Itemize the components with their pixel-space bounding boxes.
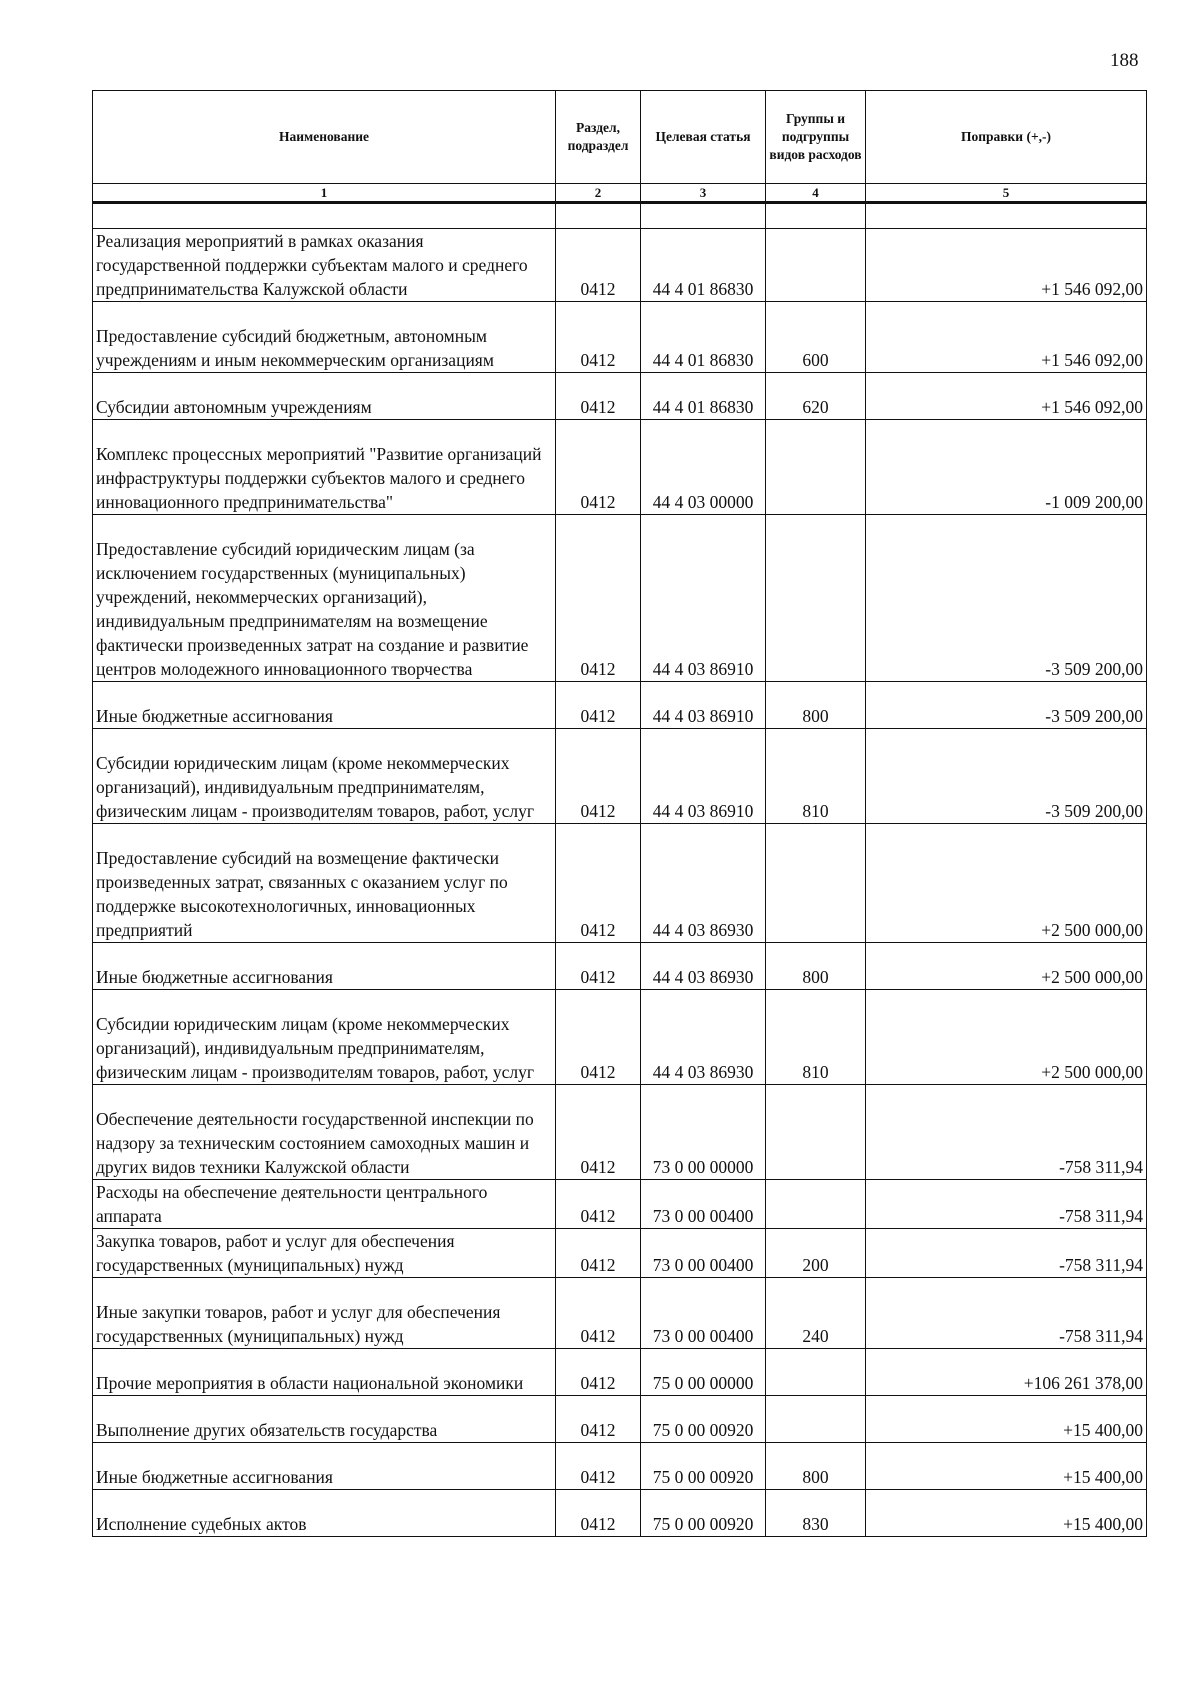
row-amount: +1 546 092,00 [866, 229, 1147, 302]
budget-table [92, 90, 1147, 1537]
table-row [93, 824, 1147, 943]
table-row [93, 1396, 1147, 1443]
row-target-code: 75 0 00 00920 [641, 1443, 766, 1490]
row-target-code: 73 0 00 00400 [641, 1278, 766, 1349]
row-section: 0412 [556, 682, 641, 729]
row-name: Иные бюджетные ассигнования [93, 1443, 556, 1490]
row-name: Исполнение судебных актов [93, 1490, 556, 1537]
column-number: 1 [93, 184, 556, 203]
table-row [93, 990, 1147, 1085]
row-section: 0412 [556, 943, 641, 990]
row-section: 0412 [556, 515, 641, 682]
table-header [93, 91, 1147, 203]
table-row [93, 302, 1147, 373]
row-target-code: 44 4 03 86910 [641, 682, 766, 729]
row-target-code: 75 0 00 00000 [641, 1349, 766, 1396]
row-target-code: 44 4 03 00000 [641, 420, 766, 515]
row-name: Расходы на обеспечение деятельности центрального аппарата [93, 1180, 556, 1229]
row-target-code: 44 4 03 86930 [641, 990, 766, 1085]
row-amount: -1 009 200,00 [866, 420, 1147, 515]
table-row [93, 1349, 1147, 1396]
row-section: 0412 [556, 1278, 641, 1349]
header-amendment: Поправки (+,-) [866, 91, 1147, 184]
row-section: 0412 [556, 373, 641, 420]
row-section: 0412 [556, 1349, 641, 1396]
table-row [93, 1180, 1147, 1229]
row-amount: -758 311,94 [866, 1278, 1147, 1349]
row-name: Реализация мероприятий в рамках оказания государственной поддержки субъектам малого и среднего предпринимательства Калужской области [93, 229, 556, 302]
row-expense-group: 240 [766, 1278, 866, 1349]
row-target-code: 75 0 00 00920 [641, 1396, 766, 1443]
row-amount: -758 311,94 [866, 1229, 1147, 1278]
row-name: Иные бюджетные ассигнования [93, 682, 556, 729]
row-section: 0412 [556, 1443, 641, 1490]
row-expense-group: 620 [766, 373, 866, 420]
row-name: Субсидии юридическим лицам (кроме некоммерческих организаций), индивидуальным предпринимателям, физическим лицам - производителям товаров, работ, услуг [93, 990, 556, 1085]
table-row [93, 729, 1147, 824]
row-amount: -3 509 200,00 [866, 729, 1147, 824]
row-name: Иные закупки товаров, работ и услуг для обеспечения государственных (муниципальных) нужд [93, 1278, 556, 1349]
header-target-code: Целевая статья [641, 91, 766, 184]
row-expense-group [766, 229, 866, 302]
column-number: 4 [766, 184, 866, 203]
row-expense-group: 800 [766, 1443, 866, 1490]
row-amount: +15 400,00 [866, 1443, 1147, 1490]
row-name: Иные бюджетные ассигнования [93, 943, 556, 990]
row-expense-group: 800 [766, 682, 866, 729]
row-amount: +2 500 000,00 [866, 990, 1147, 1085]
row-target-code: 44 4 01 86830 [641, 302, 766, 373]
row-amount: -758 311,94 [866, 1180, 1147, 1229]
row-name: Прочие мероприятия в области национальной экономики [93, 1349, 556, 1396]
row-amount: +1 546 092,00 [866, 302, 1147, 373]
row-expense-group [766, 1180, 866, 1229]
row-section: 0412 [556, 1490, 641, 1537]
row-name: Предоставление субсидий бюджетным, автономным учреждениям и иным некоммерческим организациям [93, 302, 556, 373]
row-section: 0412 [556, 824, 641, 943]
row-name: Выполнение других обязательств государства [93, 1396, 556, 1443]
row-amount: -3 509 200,00 [866, 682, 1147, 729]
row-section: 0412 [556, 1229, 641, 1278]
row-amount: +106 261 378,00 [866, 1349, 1147, 1396]
row-amount: -758 311,94 [866, 1085, 1147, 1180]
table-row [93, 373, 1147, 420]
row-name: Обеспечение деятельности государственной инспекции по надзору за техническим состоянием самоходных машин и других видов техники Калужской области [93, 1085, 556, 1180]
row-name: Предоставление субсидий на возмещение фактически произведенных затрат, связанных с оказанием услуг по поддержке высокотехнологичных, инновационных предприятий [93, 824, 556, 943]
row-amount: +15 400,00 [866, 1490, 1147, 1537]
row-expense-group [766, 1085, 866, 1180]
table-row [93, 420, 1147, 515]
row-section: 0412 [556, 1085, 641, 1180]
header-section: Раздел, подраздел [556, 91, 641, 184]
row-target-code: 44 4 03 86930 [641, 824, 766, 943]
row-expense-group [766, 1396, 866, 1443]
row-amount: +2 500 000,00 [866, 824, 1147, 943]
row-target-code: 44 4 03 86910 [641, 729, 766, 824]
row-amount: +15 400,00 [866, 1396, 1147, 1443]
row-expense-group: 810 [766, 990, 866, 1085]
table-row [93, 1490, 1147, 1537]
row-name: Субсидии юридическим лицам (кроме некоммерческих организаций), индивидуальным предпринимателям, физическим лицам - производителям товаров, работ, услуг [93, 729, 556, 824]
row-name: Закупка товаров, работ и услуг для обеспечения государственных (муниципальных) нужд [93, 1229, 556, 1278]
row-name: Предоставление субсидий юридическим лицам (за исключением государственных (муниципальных) учреждений, некоммерческих организаций), индивидуальным предпринимателям на возмещение фактически произведенных затрат на создание и развитие центров молодежного инновационного творчества [93, 515, 556, 682]
table-row [93, 1278, 1147, 1349]
row-expense-group [766, 515, 866, 682]
row-target-code: 73 0 00 00400 [641, 1180, 766, 1229]
row-section: 0412 [556, 990, 641, 1085]
row-target-code: 73 0 00 00000 [641, 1085, 766, 1180]
table-row [93, 515, 1147, 682]
row-amount: +1 546 092,00 [866, 373, 1147, 420]
row-target-code: 44 4 03 86910 [641, 515, 766, 682]
header-name: Наименование [93, 91, 556, 184]
table-body [93, 203, 1147, 1537]
row-expense-group [766, 824, 866, 943]
row-section: 0412 [556, 1180, 641, 1229]
row-target-code: 44 4 01 86830 [641, 373, 766, 420]
row-section: 0412 [556, 229, 641, 302]
header-expense-group: Группы и подгруппы видов расходов [766, 91, 866, 184]
column-number: 3 [641, 184, 766, 203]
row-expense-group: 800 [766, 943, 866, 990]
column-number: 5 [866, 184, 1147, 203]
row-expense-group: 830 [766, 1490, 866, 1537]
table-row [93, 1443, 1147, 1490]
row-amount: -3 509 200,00 [866, 515, 1147, 682]
row-expense-group: 200 [766, 1229, 866, 1278]
row-name: Субсидии автономным учреждениям [93, 373, 556, 420]
page-number: 188 [1110, 50, 1139, 71]
row-expense-group: 600 [766, 302, 866, 373]
table-row [93, 1085, 1147, 1180]
row-target-code: 44 4 03 86930 [641, 943, 766, 990]
row-section: 0412 [556, 302, 641, 373]
table-row [93, 943, 1147, 990]
row-section: 0412 [556, 420, 641, 515]
row-target-code: 73 0 00 00400 [641, 1229, 766, 1278]
row-section: 0412 [556, 1396, 641, 1443]
table-row [93, 1229, 1147, 1278]
row-name: Комплекс процессных мероприятий "Развитие организаций инфраструктуры поддержки субъектов малого и среднего инновационного предпринимательства" [93, 420, 556, 515]
row-expense-group [766, 1349, 866, 1396]
table-row [93, 682, 1147, 729]
column-number: 2 [556, 184, 641, 203]
row-amount: +2 500 000,00 [866, 943, 1147, 990]
row-section: 0412 [556, 729, 641, 824]
table-row [93, 229, 1147, 302]
row-target-code: 44 4 01 86830 [641, 229, 766, 302]
row-expense-group [766, 420, 866, 515]
row-expense-group: 810 [766, 729, 866, 824]
row-target-code: 75 0 00 00920 [641, 1490, 766, 1537]
